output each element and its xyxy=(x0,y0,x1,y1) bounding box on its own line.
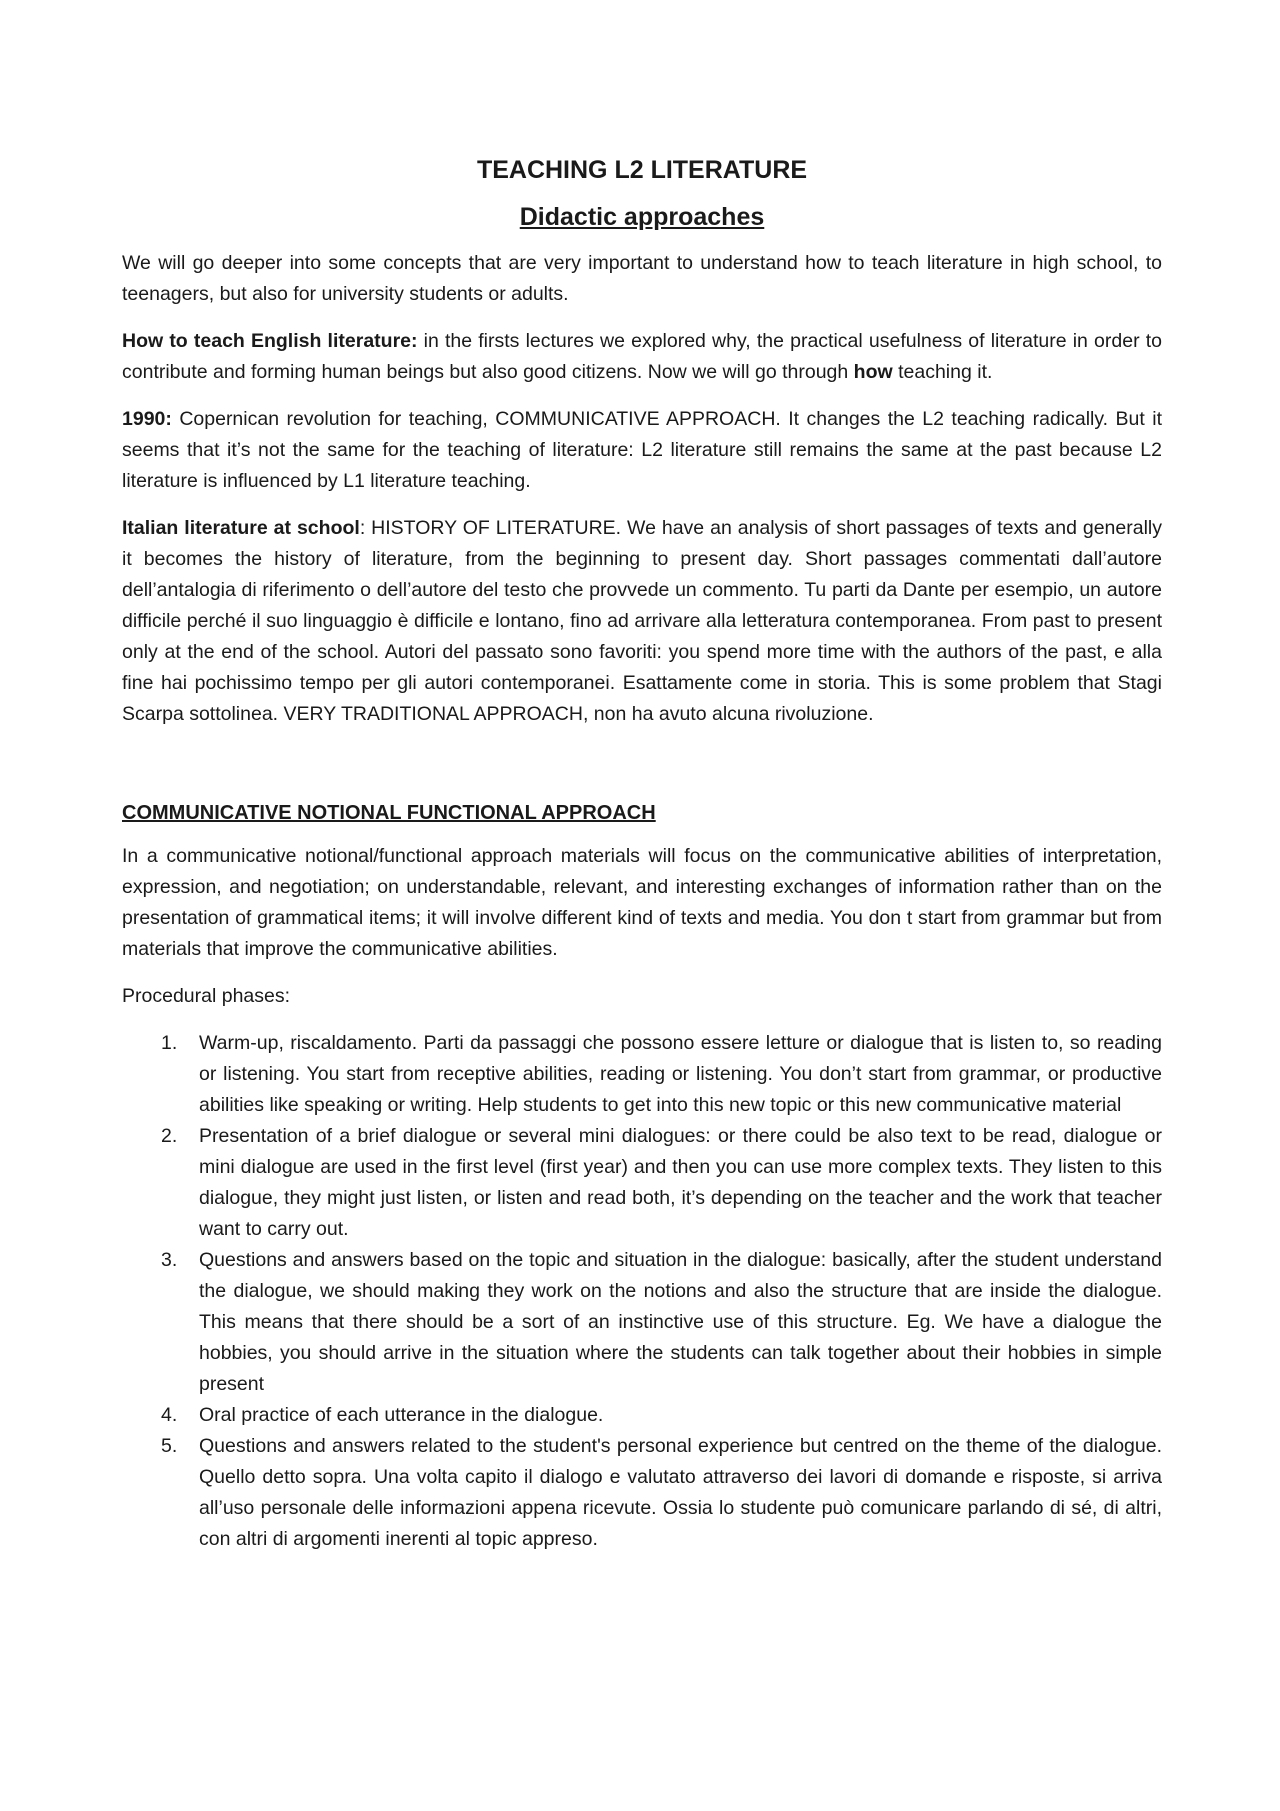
intro-paragraph: We will go deeper into some concepts that are very important to understand how to teach literature in high school, to teenagers, but also for university students or adults. xyxy=(122,252,1162,305)
how-bold-word: how xyxy=(853,361,893,383)
how-to-teach-text-2: teaching it. xyxy=(892,361,993,383)
phases-label: Procedural phases: xyxy=(122,985,291,1007)
how-to-teach-text-1: in the firsts lectures we explored why, the practical usefulness of literature in order to contribute and forming human beings but also good citizens. Now we will go through xyxy=(122,330,1162,383)
how-to-teach-paragraph xyxy=(122,326,1162,388)
list-item-text: Oral practice of each utterance in the dialogue. xyxy=(199,1404,604,1426)
year-1990-paragraph xyxy=(122,404,1162,497)
list-item-number: 1. xyxy=(161,1032,178,1054)
italian-literature-label: Italian literature at school xyxy=(122,517,360,539)
how-to-teach-label: How to teach English literature: xyxy=(122,330,418,352)
page-subtitle: Didactic approaches xyxy=(519,203,765,231)
list-item-text: Questions and answers based on the topic and situation in the dialogue: basically, after the student understand the dialogue, we should making they work on the notions and also the structure that are inside the dialogue. This means that there should be a sort of an instinctive use of this structure. Eg. We have a dialogue the hobbies, you should arrive in the situation where the students can talk together about their hobbies in simple present xyxy=(199,1249,1162,1395)
list-item xyxy=(122,1121,1162,1245)
list-item-number: 4. xyxy=(161,1404,178,1426)
list-item-text: Questions and answers related to the student's personal experience but centred on the theme of the dialogue. Quello detto sopra. Una volta capito il dialogo e valutato attraverso dei lavori di domande e risposte, si arriva all’uso personale delle informazioni appena ricevute. Ossia lo studente può comunicare parlando di sé, di altri, con altri di argomenti inerenti al topic appreso. xyxy=(199,1435,1162,1550)
document-body xyxy=(122,150,1162,1555)
section-intro-paragraph: In a communicative notional/functional approach materials will focus on the communicative abilities of interpretation, expression, and negotiation; on understandable, relevant, and interesting exchanges of information rather than on the presentation of grammatical items; it will involve different kind of texts and media. You don t start from grammar but from materials that improve the communicative abilities. xyxy=(122,845,1162,960)
italian-literature-paragraph xyxy=(122,513,1162,730)
list-item xyxy=(122,1028,1162,1121)
phases-list xyxy=(122,1028,1162,1555)
list-item-number: 2. xyxy=(161,1125,178,1147)
list-item xyxy=(122,1245,1162,1400)
list-item-number: 3. xyxy=(161,1249,178,1271)
year-1990-text: Copernican revolution for teaching, COMMUNICATIVE APPROACH. It changes the L2 teaching radically. But it seems that it’s not the same for the teaching of literature: L2 literature still remains the same at the past because L2 literature is influenced by L1 literature teaching. xyxy=(122,408,1162,492)
list-item-text: Presentation of a brief dialogue or several mini dialogues: or there could be also text to be read, dialogue or mini dialogue are used in the first level (first year) and then you can use more complex texts. They listen to this dialogue, they might just listen, or listen and read both, it’s depending on the teacher and the work that teacher want to carry out. xyxy=(199,1125,1162,1240)
section-heading: COMMUNICATIVE NOTIONAL FUNCTIONAL APPROACH xyxy=(122,802,656,824)
year-1990-label: 1990: xyxy=(122,408,172,430)
list-item-text: Warm-up, riscaldamento. Parti da passaggi che possono essere letture or dialogue that is listen to, so reading or listening. You start from receptive abilities, reading or listening. You don’t start from grammar, or productive abilities like speaking or writing. Help students to get into this new topic or this new communicative material xyxy=(199,1032,1162,1116)
list-item xyxy=(122,1400,1162,1431)
page-title: TEACHING L2 LITERATURE xyxy=(476,156,808,184)
italian-literature-text: : HISTORY OF LITERATURE. We have an analysis of short passages of texts and generally it becomes the history of literature, from the beginning to present day. Short passages commentati dall’autore dell’antalogia di riferimento o dell’autore del testo che provvede un commento. Tu parti da Dante per esempio, un autore difficile perché il suo linguaggio è difficile e lontano, fino ad arrivare alla letteratura contemporanea. From past to present only at the end of the school. Autori del passato sono favoriti: you spend more time with the authors of the past, e alla fine hai pochissimo tempo per gli autori contemporanei. Esattamente come in storia. This is some problem that Stagi Scarpa sottolinea. VERY TRADITIONAL APPROACH, non ha avuto alcuna rivoluzione. xyxy=(122,517,1162,725)
list-item xyxy=(122,1431,1162,1555)
list-item-number: 5. xyxy=(161,1435,178,1457)
